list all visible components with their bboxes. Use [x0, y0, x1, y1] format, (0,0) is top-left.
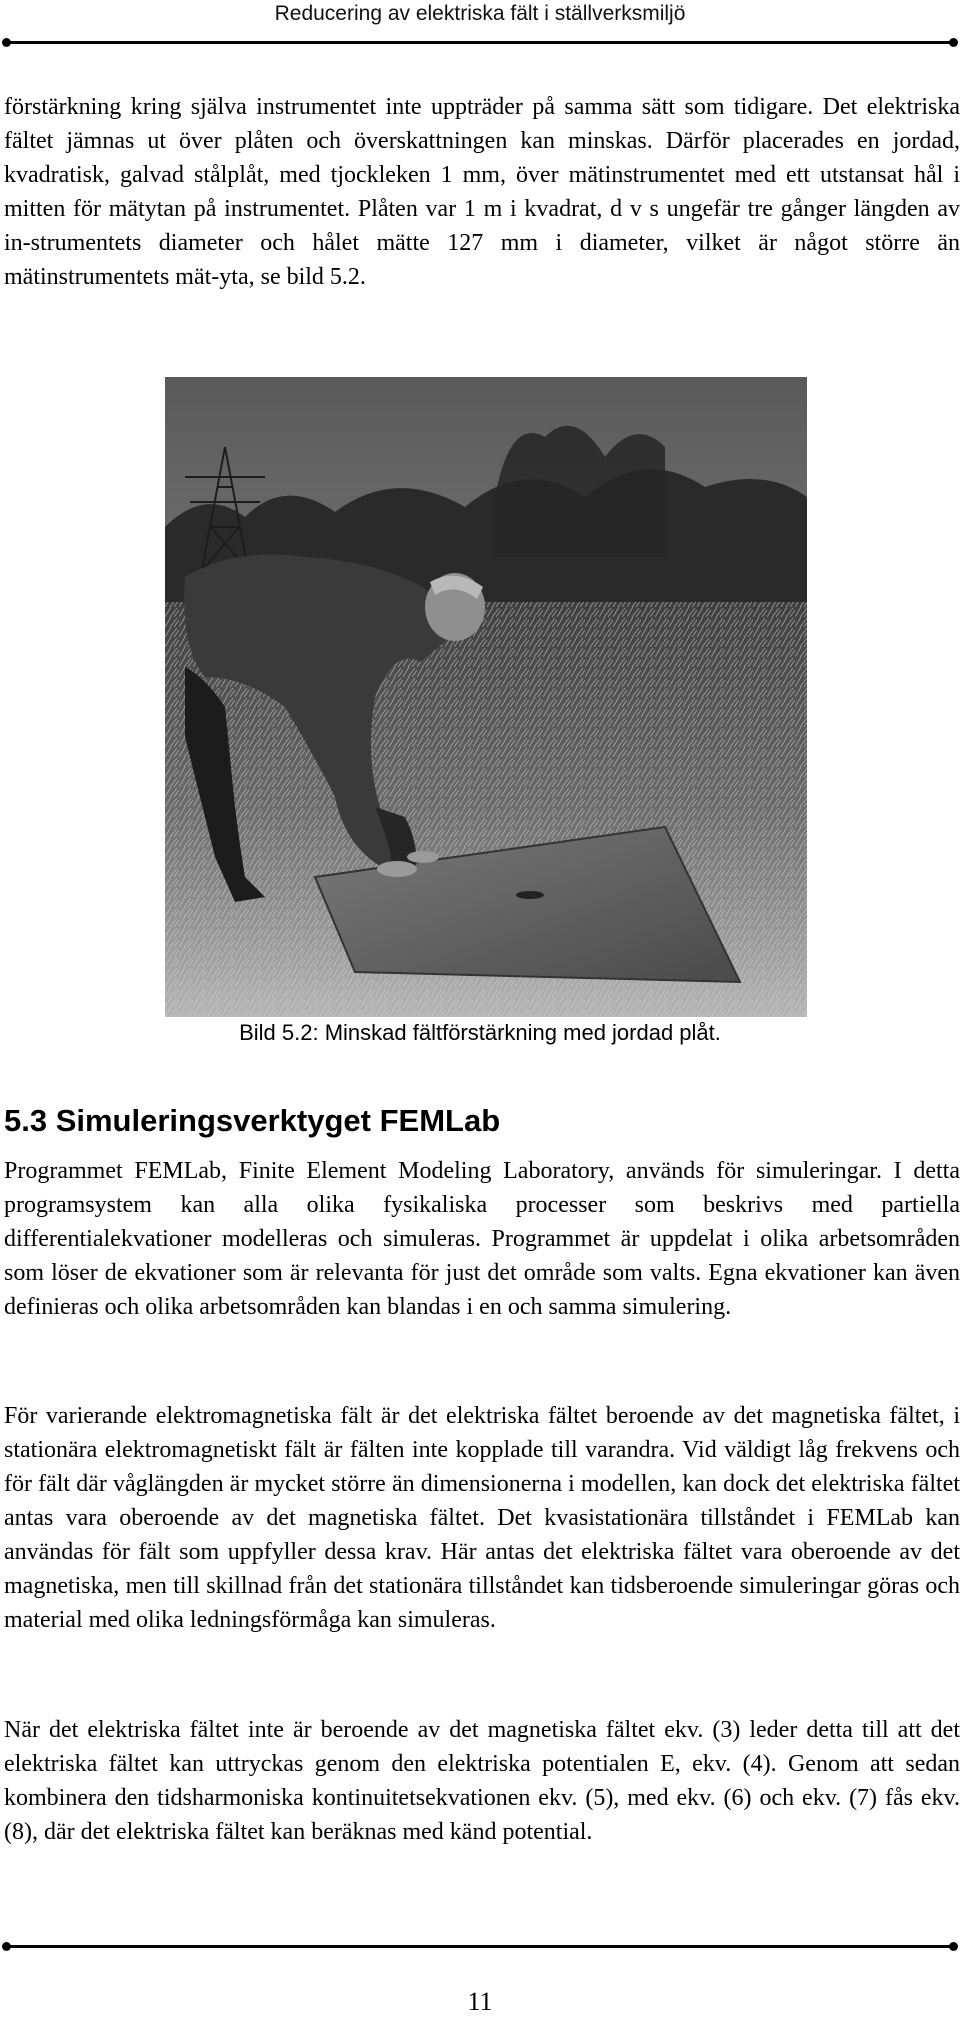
body-paragraph: förstärkning kring själva instrumentet inte uppträder på samma sätt som tidigare. Det elektriska fältet jämnas ut över plåten och överskattningen kan minskas. Därför placerades en jordad, kvadratisk, galvad stålplåt, med tjockleken 1 mm, över mätinstrumentet med ett utstansat hål i mitten för mätytan på instrumentet. Plåten var 1 m i kvadrat, d v s ungefär tre gånger längden av in-strumentets diameter och hålet mätte 127 mm i diameter, vilket är något större än mätinstrumentets mät-yta, se bild 5.2.: [4, 94, 960, 290]
header-rule: [4, 41, 956, 44]
body-paragraph: För varierande elektromagnetiska fält är det elektriska fältet beroende av det magnetiska fältet, i stationära elektromagnetiskt fält är fälten inte kopplade till varandra. Vid väldigt låg frekvens och för fält där våglängden är mycket större än dimensionerna i modellen, kan dock det elektriska fältet antas vara oberoende av det magnetiska fältet. Det kvasistationära tillståndet i FEMLab kan användas för fält som uppfyller dessa krav. Här antas det elektriska fältet vara oberoende av det magnetiska, men till skillnad från det stationära tillståndet kan tidsberoende simuleringar göras och material med olika ledningsförmåga kan simuleras.: [4, 1403, 960, 1633]
section-heading: 5.3 Simuleringsverktyget FEMLab: [4, 1103, 501, 1138]
running-header: Reducering av elektriska fält i ställverksmiljö: [274, 2, 686, 25]
page-number: 11: [467, 1987, 493, 2016]
body-paragraph: Programmet FEMLab, Finite Element Modeling Laboratory, används för simuleringar. I detta programsystem kan alla olika fysikaliska processer som beskrivs med partiella differentialekvationer modelleras och simuleras. Programmet är uppdelat i olika arbetsområden som löser de ekvationer som är relevanta för just det område som valts. Egna ekvationer kan även definieras och olika arbetsområden kan blandas i en och samma simulering.: [4, 1158, 960, 1320]
body-paragraph: När det elektriska fältet inte är beroende av det magnetiska fältet ekv. (3) leder detta till att det elektriska fältet kan uttryckas genom den elektriska potentialen E, ekv. (4). Genom att sedan kombinera den tidsharmoniska kontinuitetsekvationen ekv. (5), med ekv. (6) och ekv. (7) fås ekv. (8), där det elektriska fältet kan beräknas med känd potential.: [4, 1717, 960, 1845]
figure-caption: Bild 5.2: Minskad fältförstärkning med jordad plåt.: [239, 1020, 721, 1045]
figure-photo: [165, 377, 807, 1017]
footer-rule: [4, 1945, 956, 1948]
